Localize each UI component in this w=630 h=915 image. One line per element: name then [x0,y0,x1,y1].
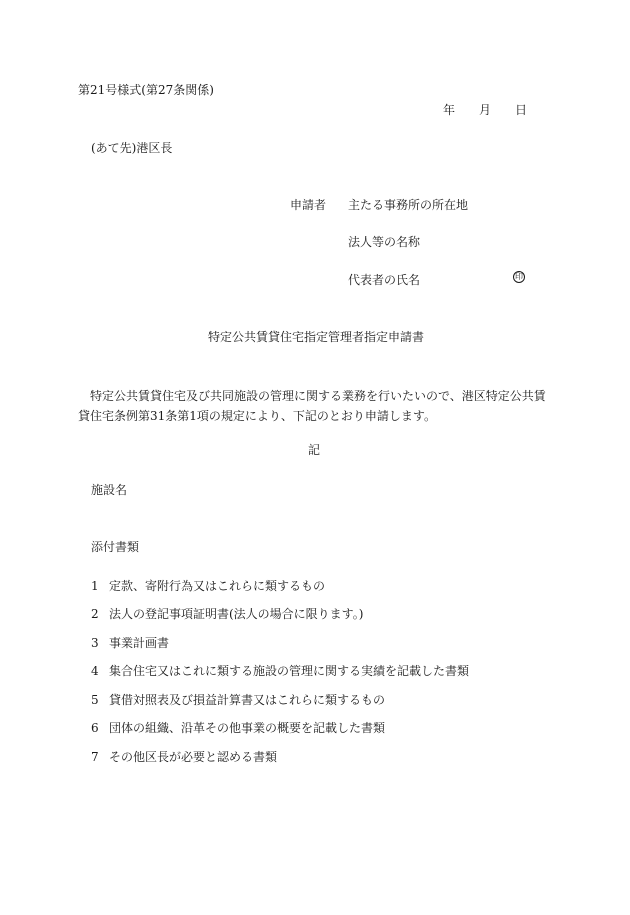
attachment-text: 定款、寄附行為又はこれらに類するもの [109,579,326,593]
ki-heading: 記 [308,443,321,457]
attachment-item [91,608,363,620]
attachment-text: 貸借対照表及び損益計算書又はこれらに類するもの [109,693,386,707]
attachment-item [91,637,169,649]
facility-name-label: 施設名 [91,483,128,497]
attachment-text: 事業計画書 [109,636,170,650]
attachment-text: 集合住宅又はこれに類する施設の管理に関する実績を記載した書類 [109,664,470,678]
body-paragraph: 特定公共賃貸住宅及び共同施設の管理に関する業務を行いたいので、港区特定公共賃貸住宅条例第31条第1項の規定により、下記のとおり申請します。 [78,389,546,423]
attachment-item [91,665,469,677]
attachment-item [91,751,277,763]
office-address-label: 主たる事務所の所在地 [348,198,469,212]
attachment-text: 法人の登記事項証明書(法人の場合に限ります。) [109,607,364,621]
date-year-label: 年 [443,103,456,117]
attachment-number: 7 [91,750,99,764]
attachment-number: 4 [91,664,99,678]
attachment-number: 6 [91,721,99,735]
form-number: 第21号様式(第27条関係) [78,83,214,97]
attachment-number: 3 [91,636,99,650]
attachment-number: 2 [91,607,99,621]
attachment-text: その他区長が必要と認める書類 [109,750,278,764]
representative-name-label: 代表者の氏名 [348,273,421,287]
attachments-heading: 添付書類 [91,540,140,554]
applicant-label: 申請者 [290,198,327,212]
date-day-label: 日 [515,103,528,117]
attachment-number: 5 [91,693,99,707]
attachment-text: 団体の組織、沿革その他事業の概要を記載した書類 [109,721,386,735]
attachment-item [91,722,385,734]
attachment-number: 1 [91,579,99,593]
seal-mark-icon: 印 [515,272,523,281]
document-title: 特定公共賃貸住宅指定管理者指定申請書 [208,330,425,344]
attachment-item [91,694,385,706]
addressee: (あて先)港区長 [91,141,173,155]
date-month-label: 月 [479,103,492,117]
attachment-item [91,580,325,592]
organization-name-label: 法人等の名称 [348,235,421,249]
